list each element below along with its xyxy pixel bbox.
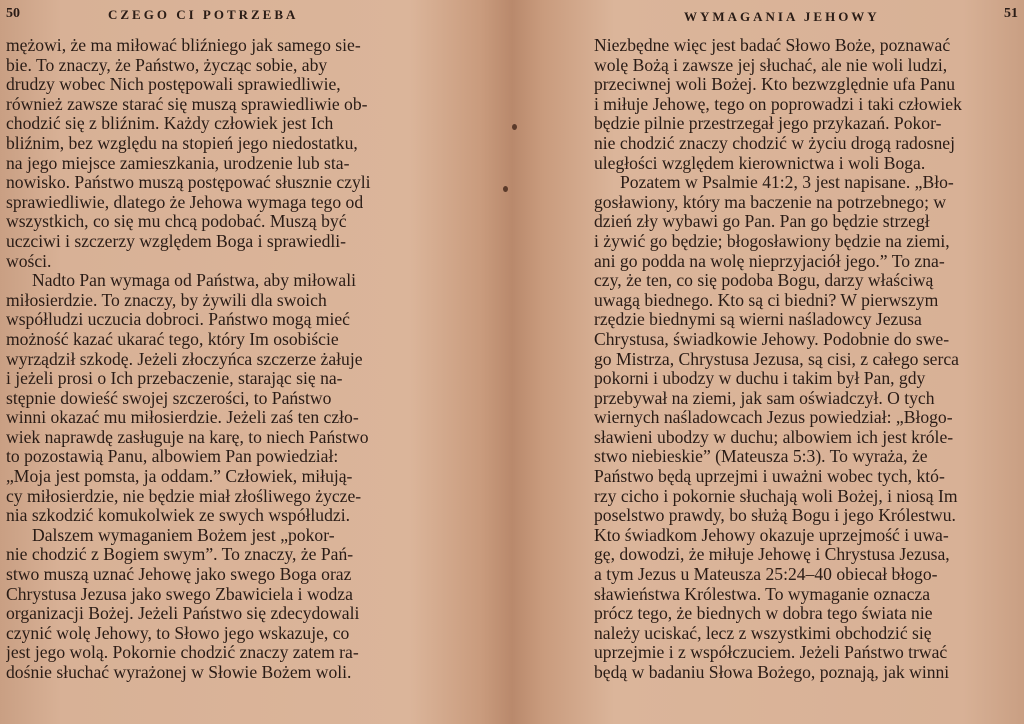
text-line: wyrządził szkodę. Jeżeli złoczyńca szczerze żałuje [6,349,363,369]
text-line: winni okazać mu miłosierdzie. Jeżeli zaś ten czło- [6,408,359,428]
text-line: to pozostawią Panu, albowiem Pan powiedział: [6,447,339,467]
text-line: Chrystusa, świadkowie Jehowy. Podobnie do swe- [594,329,950,349]
text-line: jest jego wolą. Pokornie chodzić znaczy zatem ra- [6,643,359,663]
left-running-head: CZEGO CI POTRZEBA [108,7,299,22]
left-page-header [0,6,500,28]
text-line: na jego miejsce zamieszkania, urodzenie lub sta- [6,153,350,173]
text-line: gę, dowodzi, że miłuje Jehowę i Chrystusa Jezusa, [594,545,950,565]
ink-spot [512,124,517,130]
text-line: i jeżeli prosi o Ich przebaczenie, starając się na- [6,369,343,389]
text-line: sławieństwa Królestwa. To wymaganie oznacza [594,584,931,604]
text-line: Pozatem w Psalmie 41:2, 3 jest napisane. „Bło- [620,173,954,193]
ink-spot [503,186,508,192]
text-line: wości. [6,251,52,271]
text-line: nie chodzić z Bogiem swym”. To znaczy, że Pań- [6,545,354,565]
text-line: wolę Bożą i zawsze jej słuchać, ale nie woli ludzi, [594,55,948,75]
text-line: organizacji Bożej. Jeżeli Państwo się zdecydowali [6,604,360,624]
right-page-text [594,36,1018,683]
text-line: Nadto Pan wymaga od Państwa, aby miłowali [32,271,356,291]
left-page [0,0,500,724]
text-line: bie. To znaczy, że Państwo, życząc sobie, aby [6,55,328,75]
text-line: poselstwo prawdy, bo służą Bogu i jego Królestwu. [594,506,956,526]
text-line: drudzy wobec Nich postępowali sprawiedliwie, [6,75,341,95]
text-line: uczciwi i szczerzy względem Boga i sprawiedli- [6,231,347,251]
text-line: nia szkodzić komukolwiek ze swych współludzi. [6,506,350,526]
text-line: Chrystusa Jezusa jako swego Zbawiciela i wodza [6,584,353,604]
text-line: gosławiony, który ma baczenie na potrzebnego; w [594,192,947,212]
text-line: i żywić go będzie; błogosławiony będzie na ziemi, [594,231,950,251]
left-page-number: 50 [6,6,20,21]
text-line: nowisko. Państwo muszą postępować słusznie czyli [6,173,371,193]
text-line: i miłuje Jehowę, tego on poprowadzi i taki człowiek [594,94,962,114]
right-page-header [524,6,1024,28]
text-line: możność kazać ukarać tego, który Im osobiście [6,329,339,349]
text-line: stępnie dowieść swojej szczerości, to Państwo [6,388,332,408]
text-line: Państwo będą uprzejmi i uważni wobec tych, któ- [594,467,945,487]
right-page [524,0,1024,724]
text-line: Dalszem wymaganiem Bożem jest „pokor- [32,525,335,545]
text-line: ani go podda na wolę nieprzyjaciół jego.” To zna- [594,251,945,271]
text-line: chodzić się z bliźnim. Każdy człowiek jest Ich [6,114,334,134]
right-page-number: 51 [1004,6,1018,21]
text-line: wiek naprawdę zasługuje na karę, to niech Państwo [6,427,369,447]
text-line: uwagą biednego. Kto są ci biedni? W pierwszym [594,290,939,310]
text-line: „Moja jest pomsta, ja oddam.” Człowiek, miłują- [6,467,353,487]
text-line: pokorni i ubodzy w duchu i takim był Pan, gdy [594,369,926,389]
text-line: rzy cicho i pokornie słuchają woli Bożej, i niosą Im [594,486,958,506]
text-line: uprzejmie i z współczuciem. Jeżeli Państwo trwać [594,643,948,663]
text-line: przebywał na ziemi, jak sam oświadczył. O tych [594,388,935,408]
text-line: dośnie słuchać wyrażonej w Słowie Bożem woli. [6,663,352,682]
text-line: sławieni ubodzy w duchu; albowiem ich jest króle- [594,427,954,447]
text-line: bliźnim, bez względu na stopień jego niedostatku, [6,133,358,153]
text-line: Niezbędne więc jest badać Słowo Boże, poznawać [594,36,951,55]
text-line: stwo niebieskie” (Mateusza 5:3). To wyraża, że [594,447,928,467]
text-line: wiernych naśladowcach Jezus powiedział: „Błogo- [594,408,953,428]
text-line: a tym Jezus u Mateusza 25:24–40 obiecał błogo- [594,565,938,585]
text-line: czy, że ten, co się podoba Bogu, darzy właściwą [594,271,934,291]
text-line: sprawiedliwie, dlatego że Jehowa wymaga tego od [6,192,364,212]
text-line: należy uciskać, lecz z wszystkimi obchodzić się [594,623,932,643]
text-line: miłosierdzie. To znaczy, by żywili dla swoich [6,290,327,310]
text-line: będzie pilnie przestrzegał jego przykazań. Pokor- [594,114,942,134]
text-line: czynić wolę Jehowy, to Słowo jego wskazuje, co [6,623,350,643]
text-line: mężowi, że ma miłować bliźniego jak samego sie- [6,36,361,55]
left-page-text [6,36,436,683]
text-line: prócz tego, że biednych w dobra tego świata nie [594,604,933,624]
text-line: dzień zły wybawi go Pan. Pan go będzie strzegł [594,212,930,232]
text-line: rzędzie biednymi są wierni naśladowcy Jezusa [594,310,922,330]
right-running-head: WYMAGANIA JEHOWY [684,9,880,24]
text-line: cy miłosierdzie, nie będzie miał złośliwego życze- [6,486,362,506]
text-line: stwo muszą uznać Jehowę jako swego Boga oraz [6,565,352,585]
text-line: współludzi uczucia dobroci. Państwo mogą mieć [6,310,350,330]
text-line: Kto świadkom Jehowy okazuje uprzejmość i uwa- [594,525,949,545]
text-line: go Mistrza, Chrystusa Jezusa, są cisi, z całego serca [594,349,959,369]
text-line: wszystkich, co się mu chcą podobać. Muszą być [6,212,347,232]
text-line: nie chodzić znaczy chodzić w życiu drogą radosnej [594,133,955,153]
text-line: przeciwnej woli Bożej. Kto bezwzględnie ufa Panu [594,75,956,95]
text-line: również zawsze starać się muszą sprawiedliwie ob- [6,94,368,114]
text-line: będą w badaniu Słowa Bożego, poznają, jak winni [594,663,950,682]
text-line: uległości względem kierownictwa i woli Boga. [594,153,926,173]
